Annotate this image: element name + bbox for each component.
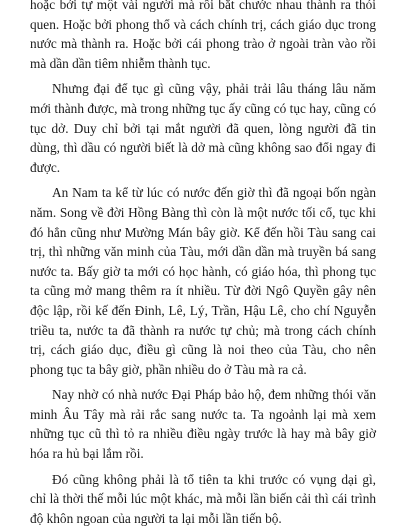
paragraph-2: Nhưng đại để tục gì cũng vậy, phải trải lâu tháng lâu năm mới thành được, mà trong những tục ấy cũng có tục hay, cũng có tục dở. Duy chỉ bởi tại mắt người đã quen, lòng người đã tin dùng, thì dầu có người biết là dở mà cũng không sao đổi ngay đi được. bbox=[30, 81, 376, 175]
paragraph-5: Đó cũng không phải là tổ tiên ta khi trước có vụng dại gì, chỉ là thời thế mỗi lúc một khác, mà mỗi lần biến cải thì cái trình độ khôn ngoan của người ta lại mỗi lần tiến bộ. bbox=[30, 471, 376, 526]
paragraph-3: An Nam ta kể từ lúc có nước đến giờ thì đã ngoại bốn ngàn năm. Song về đời Hồng Bàng thì còn là một nước tối cổ, tục khi đó hẳn cũng như Mường Mán bây giờ. Kể đến hồi Tàu sang cai trị, thì những văn minh của Tàu, mới dần dần mà truyền bá sang nước ta. Bấy giờ ta mới có học hành, có giáo hóa, thì phong tục ta cũng mở mang thêm ra ít nhiều. Từ đời Ngô Quyền gây nên độc lập, rồi kế đến Đinh, Lê, Lý, Trần, Hậu Lê, cho chí Nguyễn triều ta, nước ta đã thành ra nước tự chủ; mà trong cách chính trị, cách giáo dục, điều gì cũng là noi theo của Tàu, cho nên phong tục ta bây giờ, phần nhiều do ở Tàu mà ra cả. bbox=[30, 185, 376, 377]
page-text-body bbox=[30, 0, 376, 528]
paragraph-1: hoặc bởi tự một vài người mà rồi bắt chước nhau thành ra thói quen. Hoặc bởi phong thổ và cách chính trị, cách giáo dục trong nước mà thành ra. Hoặc bởi cái phong trào ở ngoài tràn vào rồi mà dần dần tiêm nhiễm thành tục. bbox=[30, 0, 376, 71]
paragraph-4: Nay nhờ có nhà nước Đại Pháp bảo hộ, đem những thói văn minh Âu Tây mà rải rắc sang nước ta. Ta ngoảnh lại mà xem những tục cũ thì tỏ ra nhiều điều ngày trước là hay mà bây giờ hóa ra hủ bại lắm rồi. bbox=[30, 387, 376, 462]
